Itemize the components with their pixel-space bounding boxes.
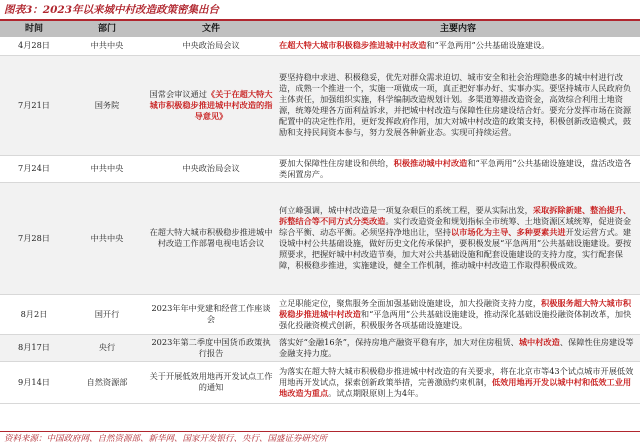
content-text: 和“平急两用”公共基础设施建设。 xyxy=(426,40,550,51)
header-dept: 部门 xyxy=(68,21,146,37)
cell-dept: 中共中央 xyxy=(68,155,146,182)
cell-time: 7月28日 xyxy=(0,182,68,294)
policy-table xyxy=(0,21,640,404)
cell-dept: 中共中央 xyxy=(68,37,146,55)
cell-content xyxy=(276,55,640,155)
cell-content xyxy=(276,334,640,361)
source-note: 资料来源：中国政府网、自然资源部、新华网、国家开发银行、央行、国盛证券研究所 xyxy=(4,434,328,444)
cell-content xyxy=(276,37,640,55)
cell-content xyxy=(276,294,640,334)
table-row xyxy=(0,361,640,403)
highlight-text: 在超大特大城市积极稳步推进城中村改造 xyxy=(279,40,427,51)
cell-time: 4月28日 xyxy=(0,37,68,55)
content-text: 和“平急两用”公共基础设施建设，盘活改造各类闲置房产。 xyxy=(279,157,632,179)
file-plain-text: 国常会审议通过 xyxy=(149,88,207,99)
table-row xyxy=(0,334,640,361)
cell-file: 2023年年中党建和经营工作座谈会 xyxy=(146,294,276,334)
cell-dept: 自然资源部 xyxy=(68,361,146,403)
cell-time: 7月21日 xyxy=(0,55,68,155)
cell-dept: 中共中央 xyxy=(68,182,146,294)
content-text: 、保障性住房建设等金融支持力度。 xyxy=(279,336,634,358)
content-text: 何立峰强调，城中村改造是一项复杂艰巨的系统工程，要从实际出发， xyxy=(279,205,533,215)
cell-file: 在超大特大城市积极稳步推进城中村改造工作部署电视电话会议 xyxy=(146,182,276,294)
header-file: 文件 xyxy=(146,21,276,37)
cell-content xyxy=(276,182,640,294)
figure-caption: 图表3：2023年以来城中村改造政策密集出台 xyxy=(4,4,220,16)
highlight-text: 采取拆除新建、整治提升、拆整结合等不同方式分类改造 xyxy=(279,205,632,226)
content-text: 要加大保障性住房建设和供给， xyxy=(279,157,394,168)
highlight-text: 低效用地再开发以城中村和低效工业用地改造为重点 xyxy=(279,376,632,398)
content-text: 开发运营方式。建设城中村公共基础设施，做好历史文化传承保护，要积极发展“平急两用”公共基础设施建设。要按照要求，把握好城中村改造节奏，加大对公共基础设施和配套设施建设的支持力度，实行配套保障，积极稳步推进，实施建设，健全工作机制，推动城中村改造工作取得积极成效。 xyxy=(279,227,632,270)
table-row xyxy=(0,37,640,55)
cell-file: 中央政治局会议 xyxy=(146,37,276,55)
table-row xyxy=(0,294,640,334)
highlight-text: 城中村改造 xyxy=(518,336,560,347)
cell-content xyxy=(276,361,640,403)
table-header-row xyxy=(0,21,640,37)
content-text: 。实行改造资金和规划指标全市统筹、土地资源区域统筹，促进资金综合平衡、动态平衡。必须坚持净地出让，坚持 xyxy=(279,216,632,237)
highlight-text: 积极推动城中村改造 xyxy=(393,157,468,168)
table-row xyxy=(0,155,640,182)
cell-file: 中央政治局会议 xyxy=(146,155,276,182)
header-time: 时间 xyxy=(0,21,68,37)
file-highlight-text: 《关于在超大特大城市积极稳步推进城中村改造的指导意见》 xyxy=(149,88,273,121)
highlight-text: 积极服务超大特大城市积极稳步推进城中村改造 xyxy=(279,297,632,319)
cell-time: 8月2日 xyxy=(0,294,68,334)
cell-dept: 国开行 xyxy=(68,294,146,334)
table-row xyxy=(0,55,640,155)
content-text: 落实好“金融16条”，保持房地产融资平稳有序，加大对住房租赁、 xyxy=(279,336,519,347)
cell-time: 9月14日 xyxy=(0,361,68,403)
content-text: 要坚持稳中求进、积极稳妥，优先对群众需求迫切、城市安全和社会治理隐患多的城中村进行改造，成熟一个推进一个，实施一项做成一项，真正把好事办好、实事办实。要坚持城市人民政府负主体责任，加强组织实施，科学编制改造规划计划。多渠道筹措改造资金，高效综合利用土地资源，统筹处理各方面利益诉求，并把城中村改造与保障性住房建设结合好。要充分发挥市场在资源配置中的决定性作用，更好发挥政府作用，加大对城中村改造的政策支持，积极创新改造模式，鼓励和支持民间资本参与，努力发展各种新业态。实现可持续运营。 xyxy=(279,72,632,137)
content-text: 和“平急两用”公共基础设施建设，推动深化基础设施投融资体制改革，加快强化投融资模式创新，积极服务各项基础设施建设。 xyxy=(279,308,632,330)
cell-time: 7月24日 xyxy=(0,155,68,182)
cell-content xyxy=(276,155,640,182)
content-text: 为落实在超大特大城市积极稳步推进城中村改造的有关要求，将在北京市等43个试点城市开展低效用地再开发试点，探索创新政策举措，完善激励约束机制， xyxy=(279,365,634,387)
cell-dept: 国务院 xyxy=(68,55,146,155)
cell-file: 2023年第二季度中国货币政策执行报告 xyxy=(146,334,276,361)
table-row xyxy=(0,182,640,294)
table-body xyxy=(0,37,640,403)
content-text: 立足职能定位，聚焦服务全面加强基础设施建设，加大投融资支持力度， xyxy=(279,297,542,308)
content-text: 。试点期限原则上为4年。 xyxy=(328,387,424,398)
cell-file xyxy=(146,55,276,155)
cell-time: 8月17日 xyxy=(0,334,68,361)
cell-file: 关于开展低效用地再开发试点工作的通知 xyxy=(146,361,276,403)
cell-dept: 央行 xyxy=(68,334,146,361)
header-content: 主要内容 xyxy=(276,21,640,37)
highlight-text: 以市场化为主导、多种要素共进 xyxy=(450,227,566,237)
